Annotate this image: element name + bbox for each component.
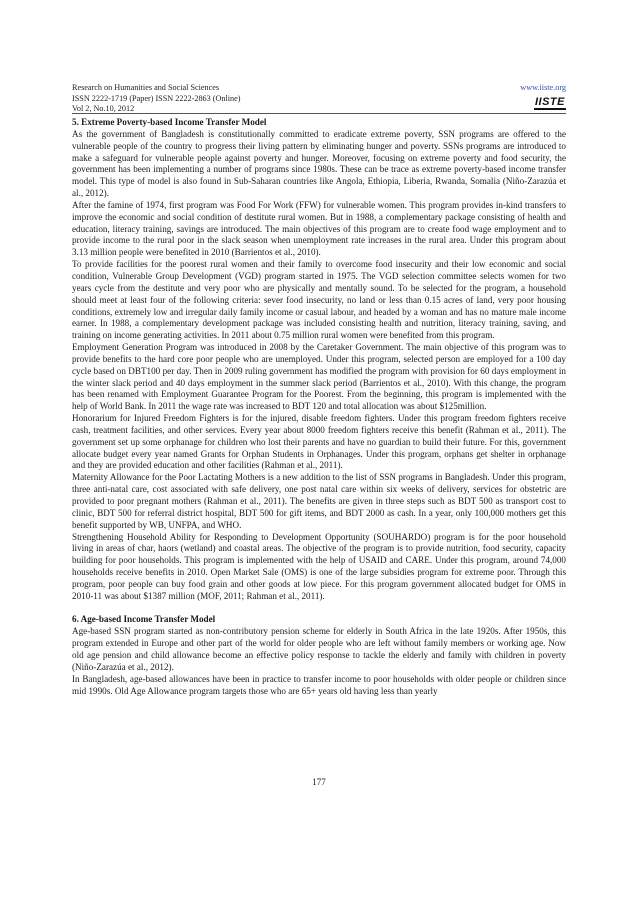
journal-issn: ISSN 2222-1719 (Paper) ISSN 2222-2863 (Online)	[72, 93, 241, 103]
header-divider	[72, 113, 566, 114]
journal-title: Research on Humanities and Social Sciences	[72, 83, 220, 92]
section-heading: 6. Age-based Income Transfer Model	[72, 614, 216, 625]
paragraph: Honorarium for Injured Freedom Fighters is for the injured, disable freedom fighters. Under this program freedom fighters receive cash, treatment facilities, and other services. Every year about 8000 freedom fighters receive this benefit (Rahman et al., 2011). The government set up some orphanage for children who lost their parents and have no guardian to build their future. For this, government allocate budget every year named Grants for Orphan Students in Orphanages. Under this program, orphans get shelter in orphanage and they are provided education and other facilities (Rahman et al., 2011).	[72, 413, 566, 471]
paragraph: In Bangladesh, age-based allowances have been in practice to transfer income to poor households with older people or children since mid 1990s. Old Age Allowance program targets those who are 65+ years old having less than yearly	[72, 673, 566, 696]
journal-volume: Vol 2, No.10, 2012	[72, 104, 135, 114]
iiste-logo: IISTE	[534, 95, 565, 108]
paragraph: Maternity Allowance for the Poor Lactating Mothers is a new addition to the list of SSN programs in Bangladesh. Under this program, three anti-natal care, cost associated with safe delivery, one post natal care within six weeks of delivery, services for obstetric are provided to poor pregnant mothers (Rahman et al., 2011). The benefits are given in three steps such as BDT 500 as transport cost to clinic, BDT 500 for referral district hospital, BDT 500 for gift items, and BDT 2000 as cash. In a year, only 100,000 mothers get this benefit supported by WB, UNFPA, and WHO.	[72, 472, 566, 530]
journal-info	[72, 83, 241, 115]
paragraph: As the government of Bangladesh is constitutionally committed to eradicate extreme poverty, SSN programs are offered to the vulnerable people of the country to progress their living pattern by eliminating hunger and poverty. SSNs programs are introduced to make a safeguard for vulnerable people against poverty and hunger. Moreover, focusing on extreme poverty and food security, the government has been implementing a number of programs since 1980s. These can be trace as extreme poverty-based income transfer model. This type of model is also found in Sub-Saharan countries like Angola, Ethiopia, Liberia, Rwanda, Somalia (Niño-Zarazúa et al., 2012).	[72, 128, 566, 199]
page-number: 177	[312, 777, 326, 787]
paragraph: Age-based SSN program started as non-contributory pension scheme for elderly in South Africa in the late 1920s. After 1950s, this program extended in Europe and other part of the world for older people who are left without family members or working age. Now old age pension and child allowance become an effective policy response to tackle the elderly and family with children in poverty (Niño-Zarazúa et al., 2012).	[72, 626, 566, 672]
website-link[interactable]: www.iiste.org	[520, 83, 566, 92]
paragraph: To provide facilities for the poorest rural women and their family to overcome food insecurity and their low economic and social condition, Vulnerable Group Development (VGD) program started in 1975. The VGD selection committee selects women for two years cycle from the destitute and very poor who are physically and mentally sound. To be selected for the program, a household should meet at least four of the following criteria: sever food insecurity, no land or less than 0.15 acres of land, very poor housing conditions, extremely low and irregular daily family income or casual labour, and headed by a woman and has no mature male income earner. In 1988, a complementary development package was included consisting health and nutrition, literacy training, saving, and training on income generating activities. In 2011 about 0.75 million rural women were benefited from this program.	[72, 259, 566, 341]
journal-site	[520, 83, 566, 110]
paragraph: After the famine of 1974, first program was Food For Work (FFW) for vulnerable women. This program provides in-kind transfers to improve the economic and social condition of destitute rural women. But in 1988, a complementary package consisting of health and education, literacy training, savings are introduced. The main objectives of this program are to create food wage employment and to provide income to the rural poor in the slack season when unemployment rate increases in the rural area. Under this program about 3.13 million people were benefited in 2010 (Barrientos et al., 2010).	[72, 199, 566, 258]
section-heading: 5. Extreme Poverty-based Income Transfer Model	[72, 117, 267, 127]
paragraph: Employment Generation Program was introduced in 2008 by the Caretaker Government. The main objective of this program was to provide benefits to the hard core poor people who are unemployed. Under this program, selected person are employed for a 100 day cycle based on DBT100 per day. Then in 2009 ruling government has modified the program with provision for 60 days employment in the winter slack period and 40 days employment in the summer slack period (Barrientos et al., 2010). With this change, the program has been renamed with Employment Guarantee Program for the Poorest. From the beginning, this program is implemented with the help of World Bank. In 2011 the wage rate was increased to BDT 120 and total allocation was about $125million.	[72, 342, 566, 412]
article-body	[72, 117, 566, 697]
paragraph: Strengthening Household Ability for Responding to Development Opportunity (SOUHARDO) program is for the poor household living in areas of char, haors (wetland) and coastal areas. The objective of the program is to provide nutrition, food security, capacity building for poor households. This program is implemented with the help of USAID and CARE. Under this program, around 74,000 households receive benefits in 2010. Open Market Sale (OMS) is one of the large subsidies program for extreme poor. Through this program, poor people can buy food grain and other goods at low piece. For this program government allocated budget for OMS in 2010-11 was about $1387 million (MOF, 2011; Rahman et al., 2011).	[72, 531, 566, 601]
